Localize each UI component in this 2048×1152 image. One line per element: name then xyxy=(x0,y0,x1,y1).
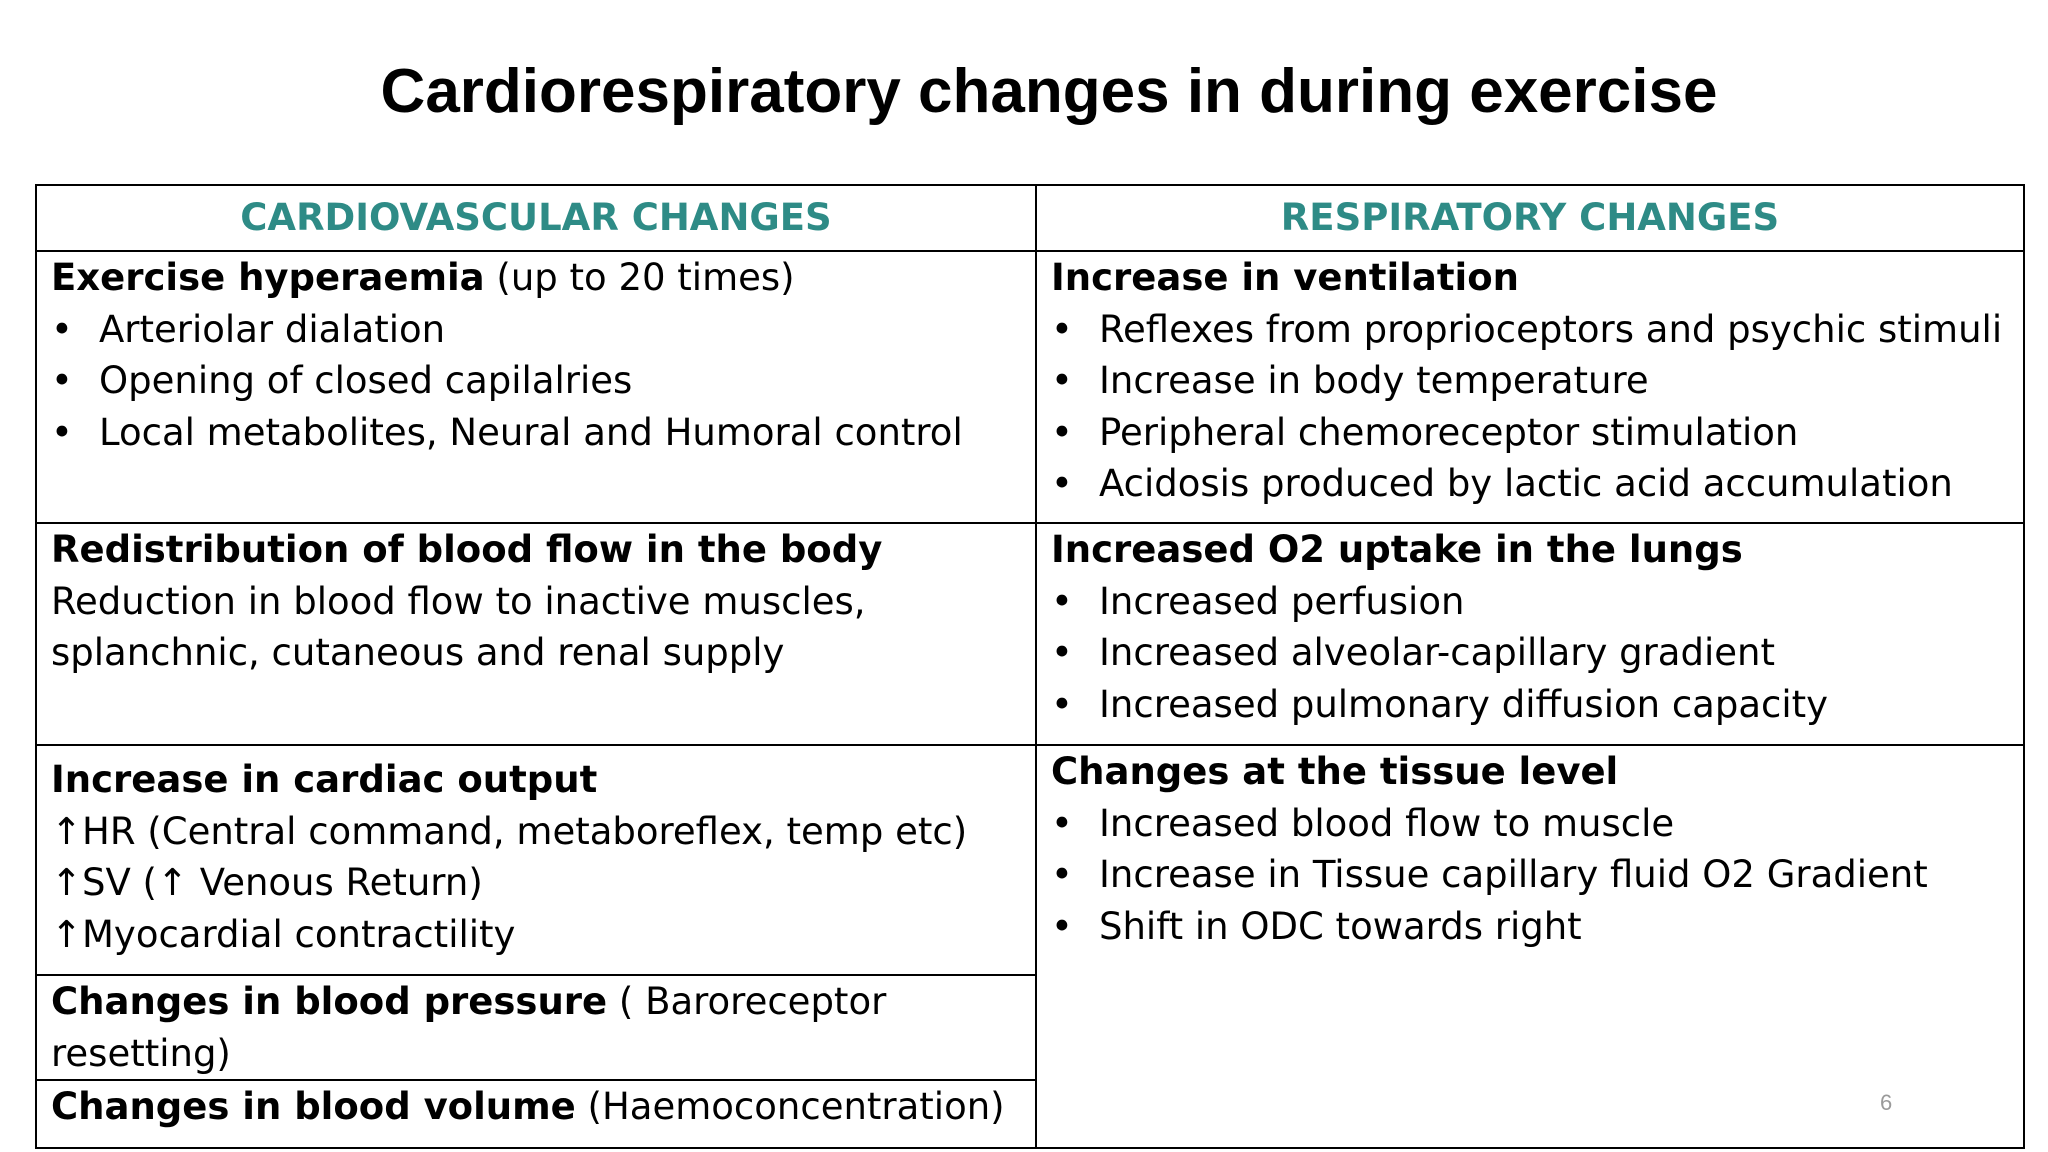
ventilation-list xyxy=(1051,304,2009,510)
o2-uptake-heading: Increased O2 uptake in the lungs xyxy=(1051,528,1743,571)
cardiac-output-heading: Increase in cardiac output xyxy=(51,758,598,801)
table-row xyxy=(36,523,2024,745)
hyperaemia-note: (up to 20 times) xyxy=(484,256,795,299)
ventilation-cell xyxy=(1036,251,2024,523)
tissue-level-cell xyxy=(1036,745,2024,1148)
list-item: • Increased perfusion xyxy=(1051,576,2009,628)
cardiac-output-line: ↑SV (↑ Venous Return) xyxy=(51,861,483,904)
blood-pressure-cell xyxy=(36,975,1036,1080)
redistribution-line: splanchnic, cutaneous and renal supply xyxy=(51,631,785,674)
table-row xyxy=(36,745,2024,975)
cardiac-output-line: ↑Myocardial contractility xyxy=(51,912,516,956)
tissue-level-list xyxy=(1051,798,2009,953)
list-item: • Increased blood flow to muscle xyxy=(1051,798,2009,850)
list-item: • Shift in ODC towards right xyxy=(1051,901,2009,953)
redistribution-cell xyxy=(36,523,1036,745)
list-item: • Reflexes from proprioceptors and psychic stimuli xyxy=(1051,304,2009,356)
cardiac-output-cell xyxy=(36,745,1036,975)
o2-uptake-list xyxy=(1051,576,2009,731)
list-item: • Peripheral chemoreceptor stimulation xyxy=(1051,407,2009,459)
blood-pressure-heading: Changes in blood pressure xyxy=(51,980,608,1023)
slide-number: 6 xyxy=(1880,1090,1893,1115)
redistribution-line: Reduction in blood flow to inactive muscles, xyxy=(51,579,866,623)
ventilation-heading: Increase in ventilation xyxy=(1051,256,1519,299)
hyperaemia-heading: Exercise hyperaemia xyxy=(51,256,485,299)
list-item: • Increased pulmonary diffusion capacity xyxy=(1051,679,2009,731)
blood-volume-note: (Haemoconcentration) xyxy=(575,1085,1005,1128)
list-item: • Local metabolites, Neural and Humoral control xyxy=(51,407,1021,459)
list-item: • Increase in Tissue capillary fluid O2 Gradient xyxy=(1051,849,2009,901)
o2-uptake-cell xyxy=(1036,523,2024,745)
list-item: • Increased alveolar-capillary gradient xyxy=(1051,627,2009,679)
changes-table xyxy=(35,184,2025,1149)
hyperaemia-cell xyxy=(36,251,1036,523)
blood-volume-cell xyxy=(36,1080,1036,1148)
respiratory-header: RESPIRATORY CHANGES xyxy=(1036,185,2024,251)
list-item: • Acidosis produced by lactic acid accumulation xyxy=(1051,458,2009,510)
table-row xyxy=(36,251,2024,523)
list-item: • Arteriolar dialation xyxy=(51,304,1021,356)
list-item: • Opening of closed capilalries xyxy=(51,355,1021,407)
cardiac-output-line: ↑HR (Central command, metaboreflex, temp etc) xyxy=(51,809,968,853)
blood-pressure-note: ( Baroreceptor resetting) xyxy=(51,980,887,1075)
hyperaemia-list xyxy=(51,304,1021,459)
blood-volume-heading: Changes in blood volume xyxy=(51,1085,576,1128)
tissue-level-heading: Changes at the tissue level xyxy=(1051,750,1619,793)
slide-title: Cardiorespiratory changes in during exercise xyxy=(380,57,1718,126)
list-item: • Increase in body temperature xyxy=(1051,355,2009,407)
redistribution-heading: Redistribution of blood flow in the body xyxy=(51,528,883,571)
cardiovascular-header: CARDIOVASCULAR CHANGES xyxy=(36,185,1036,251)
hyperaemia-title xyxy=(51,252,1021,304)
table-header-row xyxy=(36,185,2024,251)
